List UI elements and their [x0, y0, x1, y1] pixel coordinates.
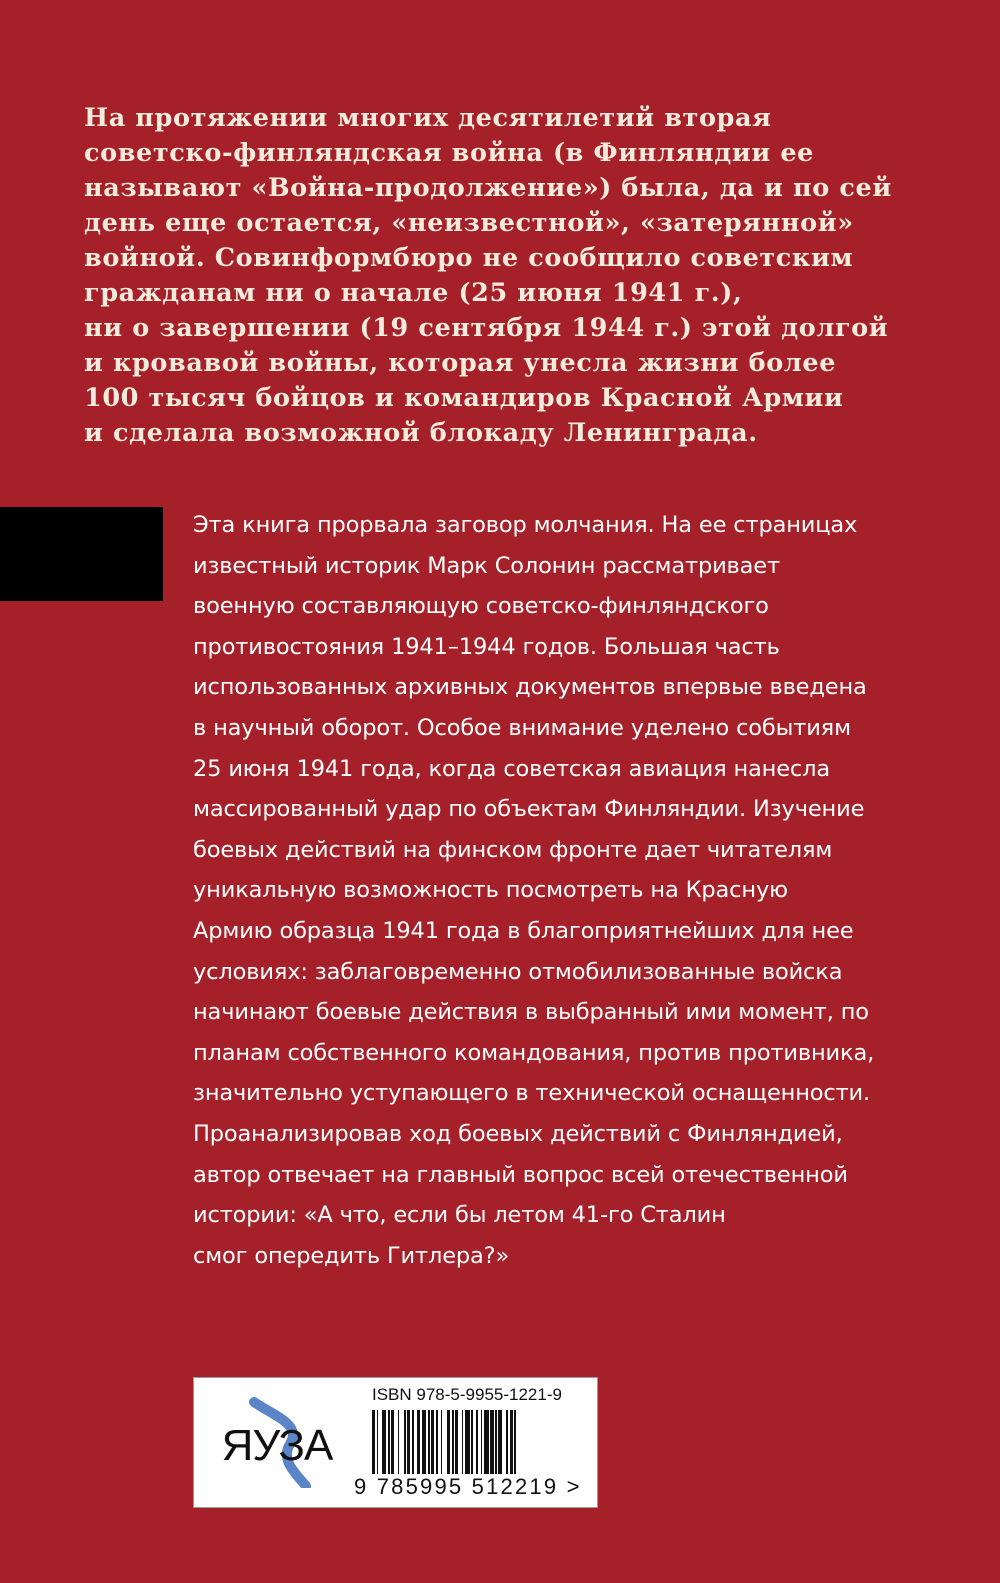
- description-line: Армию образца 1941 года в благоприятнейших для нее: [193, 917, 854, 944]
- description-line: уникальную возможность посмотреть на Красную: [193, 877, 788, 904]
- description-line: 25 июня 1941 года, когда советская авиация нанесла: [193, 755, 831, 782]
- description-line: известный историк Марк Солонин рассматривает: [193, 552, 780, 579]
- description-line: Эта книга прорвала заговор молчания. На ее страницах: [193, 512, 858, 538]
- description-line: начинают боевые действия в выбранный ими момент, по: [193, 999, 869, 1026]
- description-line: значительно уступающего в технической оснащенности.: [193, 1080, 871, 1107]
- description-line: планам собственного командования, против противника,: [193, 1039, 875, 1066]
- description-line: противостояния 1941–1944 годов. Большая часть: [193, 633, 780, 660]
- intro-line: войной. Совинформбюро не сообщило советским: [84, 243, 854, 273]
- logo-text: ЯУЗА: [221, 1421, 333, 1470]
- isbn-label: ISBN 978-5-9955-1221-9: [372, 1385, 562, 1404]
- intro-line: и кровавой войны, которая унесла жизни более: [84, 348, 837, 378]
- intro-line: ни о завершении (19 сентября 1944 г.) этой долгой: [84, 313, 889, 343]
- description-line: автор отвечает на главный вопрос всей отечественной: [193, 1161, 848, 1188]
- description-line: военную составляющую советско-финляндского: [193, 593, 769, 620]
- intro-line: называют «Война-продолжение») была, да и по сей: [84, 173, 892, 203]
- intro-line: и сделала возможной блокаду Ленинграда.: [84, 418, 758, 448]
- ean-barcode: [372, 1410, 577, 1474]
- intro-line: день еще остается, «неизвестной», «затерянной»: [84, 208, 854, 238]
- barcode-panel: [193, 1377, 598, 1508]
- ean-digits: 9 785995 512219 >: [354, 1474, 582, 1499]
- description-line: использованных архивных документов впервые введена: [193, 674, 867, 701]
- intro-line: гражданам ни о начале (25 июня 1941 г.),: [84, 278, 743, 308]
- description-paragraph: [193, 505, 973, 1276]
- description-line: истории: «А что, если бы летом 41-го Сталин: [193, 1202, 726, 1229]
- intro-line: На протяжении многих десятилетий вторая: [84, 103, 772, 133]
- description-line: массированный удар по объектам Финляндии. Изучение: [193, 796, 865, 823]
- description-line: боевых действий на финском фронте дает читателям: [193, 836, 833, 863]
- description-line: смог опередить Гитлера?»: [193, 1242, 510, 1269]
- intro-line: 100 тысяч бойцов и командиров Красной Армии: [84, 383, 844, 413]
- description-line: Проанализировав ход боевых действий с Финляндией,: [193, 1120, 843, 1147]
- description-line: в научный оборот. Особое внимание уделено событиям: [193, 714, 851, 741]
- description-line: условиях: заблаговременно отмобилизованные войска: [193, 958, 843, 985]
- yauza-publisher-logo: [214, 1396, 340, 1488]
- intro-paragraph: [84, 101, 944, 451]
- decorative-black-block: [0, 507, 163, 601]
- intro-line: советско-финляндская война (в Финляндии ее: [84, 138, 815, 168]
